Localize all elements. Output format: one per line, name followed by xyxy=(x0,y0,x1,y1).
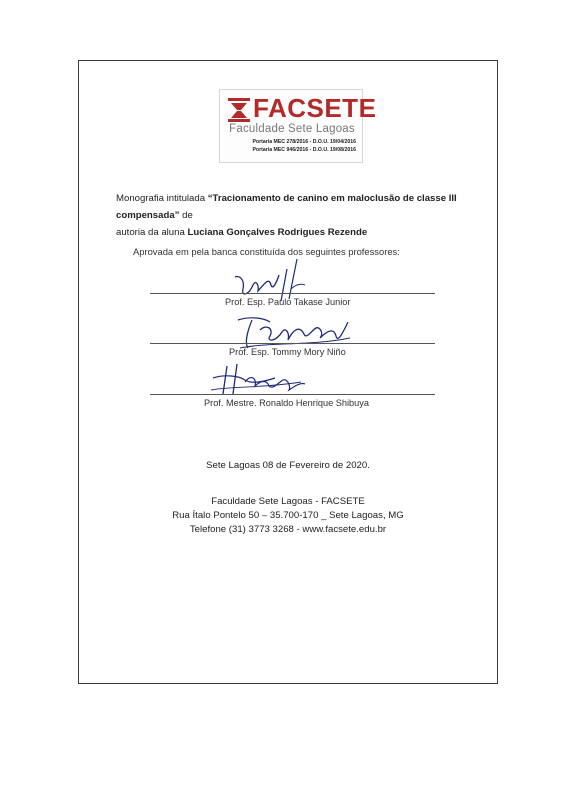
facsete-emblem-icon xyxy=(228,98,250,122)
facsete-logo xyxy=(219,89,377,163)
signature-line-3 xyxy=(150,394,435,395)
monograph-title: “Tracionamento de canino em maloclusão de classe III compensada” xyxy=(116,193,457,221)
monograph-line2-prefix: autoria da aluna xyxy=(116,227,188,238)
logo-subtitle: Faculdade Sete Lagoas xyxy=(229,123,355,135)
professor-3-name: Prof. Mestre. Ronaldo Henrique Shibuya xyxy=(204,398,369,408)
professor-1-name: Prof. Esp. Paulo Takase Junior xyxy=(225,297,351,307)
signature-line-2 xyxy=(150,343,435,344)
footer-block xyxy=(78,495,498,537)
signature-line-1 xyxy=(150,293,435,294)
logo-name: FACSETE xyxy=(253,93,377,123)
logo-portaria-1: Portaria MEC 278/2016 - D.O.U. 19/04/2016 xyxy=(252,139,356,145)
monograph-statement xyxy=(116,190,496,241)
monograph-author: Luciana Gonçalves Rodrigues Rezende xyxy=(187,227,368,238)
footer-address: Rua Ítalo Pontelo 50 – 35.700-170 _ Sete Lagoas, MG xyxy=(172,510,404,521)
footer-institution: Faculdade Sete Lagoas - FACSETE xyxy=(211,496,365,507)
monograph-prefix: Monografia intitulada xyxy=(116,193,208,204)
professor-2-name: Prof. Esp. Tommy Mory Niño xyxy=(229,347,346,357)
approval-text: Aprovada em pela banca constituída dos seguintes professores: xyxy=(133,246,400,257)
logo-portaria-2: Portaria MEC 946/2016 - D.O.U. 19/08/2016 xyxy=(252,147,356,153)
date-line: Sete Lagoas 08 de Fevereiro de 2020. xyxy=(206,460,370,471)
footer-contact: Telefone (31) 3773 3268 - www.facsete.edu.br xyxy=(189,524,387,535)
monograph-suffix: de xyxy=(179,210,193,221)
